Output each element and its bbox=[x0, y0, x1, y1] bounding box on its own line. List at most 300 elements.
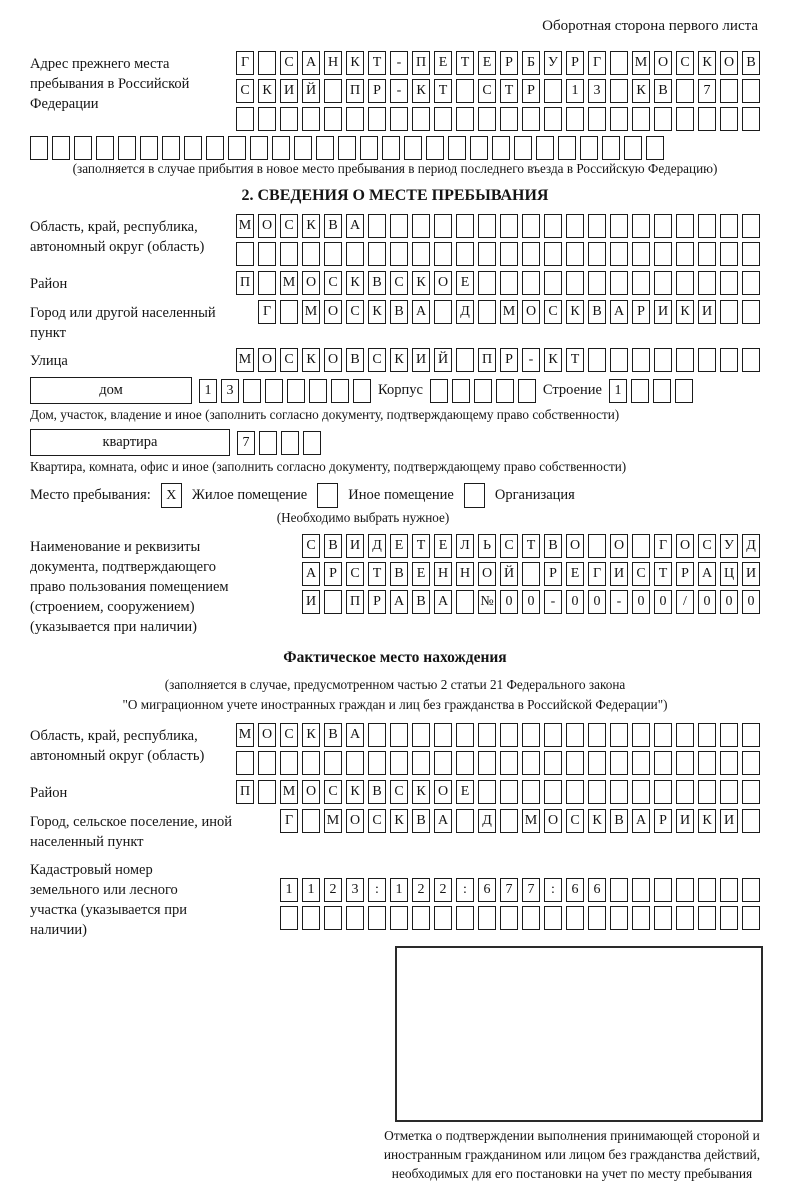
char-box[interactable] bbox=[624, 136, 642, 160]
char-box[interactable] bbox=[522, 780, 540, 804]
char-box[interactable] bbox=[368, 723, 386, 747]
char-box[interactable]: 0 bbox=[742, 590, 760, 614]
char-box[interactable] bbox=[390, 723, 408, 747]
char-box[interactable]: Р bbox=[500, 348, 518, 372]
char-box[interactable]: И bbox=[676, 809, 694, 833]
char-box[interactable]: О bbox=[478, 562, 496, 586]
char-box[interactable] bbox=[632, 751, 650, 775]
char-box[interactable] bbox=[478, 300, 496, 324]
char-box[interactable] bbox=[580, 136, 598, 160]
char-box[interactable]: К bbox=[412, 271, 430, 295]
char-box[interactable]: А bbox=[610, 300, 628, 324]
char-box[interactable]: С bbox=[324, 780, 342, 804]
char-box[interactable]: П bbox=[236, 271, 254, 295]
char-box[interactable] bbox=[478, 271, 496, 295]
char-box[interactable] bbox=[588, 348, 606, 372]
char-box[interactable] bbox=[720, 780, 738, 804]
char-box[interactable] bbox=[228, 136, 246, 160]
char-box[interactable] bbox=[742, 107, 760, 131]
char-box[interactable] bbox=[654, 107, 672, 131]
kvartira-type-box[interactable]: квартира bbox=[30, 429, 230, 456]
char-box[interactable]: 1 bbox=[302, 878, 320, 902]
char-box[interactable] bbox=[287, 379, 305, 403]
char-box[interactable]: Г bbox=[280, 809, 298, 833]
char-box[interactable] bbox=[610, 780, 628, 804]
char-box[interactable]: Г bbox=[258, 300, 276, 324]
char-box[interactable]: Л bbox=[456, 534, 474, 558]
char-box[interactable]: П bbox=[346, 79, 364, 103]
char-box[interactable]: К bbox=[544, 348, 562, 372]
char-box[interactable] bbox=[698, 214, 716, 238]
char-box[interactable] bbox=[632, 878, 650, 902]
char-box[interactable] bbox=[302, 107, 320, 131]
char-box[interactable] bbox=[698, 878, 716, 902]
char-box[interactable]: Д bbox=[478, 809, 496, 833]
char-box[interactable] bbox=[610, 214, 628, 238]
char-box[interactable] bbox=[346, 906, 364, 930]
char-box[interactable]: : bbox=[544, 878, 562, 902]
char-box[interactable] bbox=[720, 906, 738, 930]
char-box[interactable]: Т bbox=[500, 79, 518, 103]
checkbox-zhiloe[interactable]: X bbox=[161, 483, 182, 508]
char-box[interactable]: М bbox=[522, 809, 540, 833]
char-box[interactable]: О bbox=[258, 348, 276, 372]
char-box[interactable] bbox=[500, 780, 518, 804]
char-box[interactable] bbox=[522, 723, 540, 747]
char-box[interactable] bbox=[676, 780, 694, 804]
char-box[interactable] bbox=[353, 379, 371, 403]
char-box[interactable] bbox=[566, 242, 584, 266]
char-box[interactable] bbox=[470, 136, 488, 160]
char-box[interactable]: С bbox=[368, 348, 386, 372]
char-box[interactable] bbox=[742, 878, 760, 902]
char-box[interactable] bbox=[558, 136, 576, 160]
char-box[interactable]: Е bbox=[412, 562, 430, 586]
char-box[interactable] bbox=[698, 242, 716, 266]
char-box[interactable] bbox=[742, 242, 760, 266]
char-box[interactable] bbox=[610, 723, 628, 747]
char-box[interactable]: В bbox=[368, 271, 386, 295]
char-box[interactable] bbox=[676, 271, 694, 295]
char-box[interactable] bbox=[654, 751, 672, 775]
char-box[interactable]: О bbox=[522, 300, 540, 324]
char-box[interactable] bbox=[324, 107, 342, 131]
char-box[interactable] bbox=[522, 107, 540, 131]
char-box[interactable]: Д bbox=[456, 300, 474, 324]
char-box[interactable]: О bbox=[434, 271, 452, 295]
char-box[interactable] bbox=[514, 136, 532, 160]
char-box[interactable] bbox=[720, 242, 738, 266]
char-box[interactable] bbox=[602, 136, 620, 160]
char-box[interactable] bbox=[522, 751, 540, 775]
char-box[interactable] bbox=[30, 136, 48, 160]
char-box[interactable] bbox=[588, 271, 606, 295]
char-box[interactable] bbox=[654, 348, 672, 372]
char-box[interactable] bbox=[434, 906, 452, 930]
char-box[interactable] bbox=[742, 809, 760, 833]
char-box[interactable] bbox=[258, 51, 276, 75]
char-box[interactable]: Н bbox=[434, 562, 452, 586]
char-box[interactable]: 7 bbox=[698, 79, 716, 103]
char-box[interactable] bbox=[588, 723, 606, 747]
char-box[interactable]: В bbox=[368, 780, 386, 804]
char-box[interactable]: Е bbox=[456, 780, 474, 804]
char-box[interactable] bbox=[566, 723, 584, 747]
char-box[interactable] bbox=[434, 214, 452, 238]
char-box[interactable] bbox=[566, 751, 584, 775]
char-box[interactable] bbox=[316, 136, 334, 160]
char-box[interactable] bbox=[588, 107, 606, 131]
char-box[interactable]: 2 bbox=[324, 878, 342, 902]
char-box[interactable]: К bbox=[390, 348, 408, 372]
checkbox-organizatsiya[interactable] bbox=[464, 483, 485, 508]
char-box[interactable]: Р bbox=[500, 51, 518, 75]
char-box[interactable] bbox=[492, 136, 510, 160]
char-box[interactable] bbox=[720, 271, 738, 295]
char-box[interactable] bbox=[250, 136, 268, 160]
char-box[interactable] bbox=[610, 107, 628, 131]
char-box[interactable]: И bbox=[720, 809, 738, 833]
char-box[interactable] bbox=[632, 242, 650, 266]
char-box[interactable] bbox=[632, 107, 650, 131]
char-box[interactable] bbox=[742, 906, 760, 930]
char-box[interactable]: А bbox=[302, 51, 320, 75]
char-box[interactable]: К bbox=[368, 300, 386, 324]
char-box[interactable]: 0 bbox=[632, 590, 650, 614]
char-box[interactable]: А bbox=[346, 723, 364, 747]
char-box[interactable] bbox=[610, 242, 628, 266]
char-box[interactable] bbox=[368, 242, 386, 266]
char-box[interactable] bbox=[184, 136, 202, 160]
char-box[interactable] bbox=[478, 751, 496, 775]
char-box[interactable] bbox=[140, 136, 158, 160]
char-box[interactable]: / bbox=[676, 590, 694, 614]
char-box[interactable] bbox=[522, 562, 540, 586]
char-box[interactable]: 0 bbox=[500, 590, 518, 614]
char-box[interactable]: В bbox=[654, 79, 672, 103]
char-box[interactable] bbox=[632, 780, 650, 804]
char-box[interactable]: С bbox=[632, 562, 650, 586]
char-box[interactable]: И bbox=[742, 562, 760, 586]
char-box[interactable]: Е bbox=[566, 562, 584, 586]
char-box[interactable]: М bbox=[280, 271, 298, 295]
char-box[interactable]: О bbox=[654, 51, 672, 75]
char-box[interactable]: 0 bbox=[720, 590, 738, 614]
char-box[interactable] bbox=[654, 242, 672, 266]
char-box[interactable]: Й bbox=[302, 79, 320, 103]
char-box[interactable]: Д bbox=[368, 534, 386, 558]
char-box[interactable] bbox=[309, 379, 327, 403]
char-box[interactable]: В bbox=[610, 809, 628, 833]
char-box[interactable] bbox=[646, 136, 664, 160]
char-box[interactable] bbox=[206, 136, 224, 160]
char-box[interactable] bbox=[632, 906, 650, 930]
char-box[interactable] bbox=[522, 906, 540, 930]
char-box[interactable]: Р bbox=[368, 79, 386, 103]
char-box[interactable]: К bbox=[412, 79, 430, 103]
char-box[interactable] bbox=[258, 242, 276, 266]
char-box[interactable] bbox=[456, 214, 474, 238]
char-box[interactable]: С bbox=[236, 79, 254, 103]
char-box[interactable]: Е bbox=[390, 534, 408, 558]
char-box[interactable]: П bbox=[412, 51, 430, 75]
char-box[interactable]: 6 bbox=[478, 878, 496, 902]
char-box[interactable]: Р bbox=[324, 562, 342, 586]
char-box[interactable]: Р bbox=[654, 809, 672, 833]
char-box[interactable] bbox=[258, 271, 276, 295]
char-box[interactable] bbox=[346, 107, 364, 131]
char-box[interactable]: К bbox=[412, 780, 430, 804]
char-box[interactable]: К bbox=[258, 79, 276, 103]
char-box[interactable]: - bbox=[390, 79, 408, 103]
char-box[interactable] bbox=[324, 79, 342, 103]
char-box[interactable] bbox=[430, 379, 448, 403]
char-box[interactable]: : bbox=[456, 878, 474, 902]
char-box[interactable] bbox=[676, 214, 694, 238]
char-box[interactable]: - bbox=[522, 348, 540, 372]
char-box[interactable]: Г bbox=[588, 51, 606, 75]
char-box[interactable]: 0 bbox=[654, 590, 672, 614]
char-box[interactable]: 0 bbox=[698, 590, 716, 614]
char-box[interactable]: В bbox=[324, 214, 342, 238]
char-box[interactable] bbox=[742, 348, 760, 372]
char-box[interactable] bbox=[281, 431, 299, 455]
char-box[interactable]: М bbox=[236, 214, 254, 238]
char-box[interactable]: О bbox=[258, 214, 276, 238]
char-box[interactable] bbox=[698, 107, 716, 131]
char-box[interactable] bbox=[478, 242, 496, 266]
char-box[interactable]: П bbox=[236, 780, 254, 804]
char-box[interactable]: К bbox=[346, 51, 364, 75]
char-box[interactable] bbox=[676, 242, 694, 266]
char-box[interactable] bbox=[518, 379, 536, 403]
char-box[interactable] bbox=[720, 107, 738, 131]
char-box[interactable]: А bbox=[434, 809, 452, 833]
char-box[interactable]: Т bbox=[654, 562, 672, 586]
char-box[interactable]: 1 bbox=[199, 379, 217, 403]
char-box[interactable] bbox=[544, 79, 562, 103]
char-box[interactable]: П bbox=[478, 348, 496, 372]
char-box[interactable] bbox=[698, 751, 716, 775]
char-box[interactable]: О bbox=[302, 780, 320, 804]
char-box[interactable]: С bbox=[544, 300, 562, 324]
char-box[interactable]: 0 bbox=[566, 590, 584, 614]
char-box[interactable]: М bbox=[236, 348, 254, 372]
char-box[interactable] bbox=[412, 107, 430, 131]
char-box[interactable] bbox=[324, 751, 342, 775]
char-box[interactable] bbox=[742, 271, 760, 295]
char-box[interactable] bbox=[742, 300, 760, 324]
char-box[interactable] bbox=[280, 906, 298, 930]
char-box[interactable] bbox=[676, 79, 694, 103]
char-box[interactable] bbox=[654, 878, 672, 902]
char-box[interactable] bbox=[412, 242, 430, 266]
char-box[interactable]: К bbox=[676, 300, 694, 324]
char-box[interactable] bbox=[566, 107, 584, 131]
char-box[interactable] bbox=[302, 242, 320, 266]
char-box[interactable] bbox=[302, 751, 320, 775]
char-box[interactable] bbox=[698, 348, 716, 372]
char-box[interactable]: О bbox=[720, 51, 738, 75]
char-box[interactable] bbox=[544, 214, 562, 238]
char-box[interactable]: И bbox=[412, 348, 430, 372]
char-box[interactable]: С bbox=[280, 348, 298, 372]
char-box[interactable]: Р bbox=[566, 51, 584, 75]
char-box[interactable] bbox=[162, 136, 180, 160]
char-box[interactable] bbox=[258, 751, 276, 775]
char-box[interactable] bbox=[280, 751, 298, 775]
char-box[interactable] bbox=[265, 379, 283, 403]
char-box[interactable] bbox=[412, 214, 430, 238]
char-box[interactable] bbox=[434, 300, 452, 324]
char-box[interactable]: И bbox=[280, 79, 298, 103]
dom-type-box[interactable]: дом bbox=[30, 377, 192, 404]
char-box[interactable]: С bbox=[280, 51, 298, 75]
char-box[interactable] bbox=[259, 431, 277, 455]
char-box[interactable]: Т bbox=[368, 562, 386, 586]
char-box[interactable] bbox=[522, 271, 540, 295]
char-box[interactable] bbox=[720, 348, 738, 372]
char-box[interactable] bbox=[720, 79, 738, 103]
char-box[interactable] bbox=[654, 214, 672, 238]
char-box[interactable]: О bbox=[302, 271, 320, 295]
char-box[interactable] bbox=[258, 780, 276, 804]
char-box[interactable]: Е bbox=[478, 51, 496, 75]
char-box[interactable]: Й bbox=[434, 348, 452, 372]
char-box[interactable] bbox=[456, 723, 474, 747]
char-box[interactable] bbox=[390, 107, 408, 131]
char-box[interactable] bbox=[676, 878, 694, 902]
char-box[interactable] bbox=[434, 107, 452, 131]
char-box[interactable] bbox=[474, 379, 492, 403]
char-box[interactable] bbox=[544, 780, 562, 804]
char-box[interactable]: М bbox=[500, 300, 518, 324]
char-box[interactable] bbox=[434, 242, 452, 266]
char-box[interactable]: : bbox=[368, 878, 386, 902]
char-box[interactable] bbox=[588, 242, 606, 266]
char-box[interactable] bbox=[456, 751, 474, 775]
char-box[interactable] bbox=[294, 136, 312, 160]
char-box[interactable] bbox=[426, 136, 444, 160]
char-box[interactable]: К bbox=[302, 348, 320, 372]
char-box[interactable] bbox=[456, 348, 474, 372]
char-box[interactable] bbox=[742, 214, 760, 238]
char-box[interactable] bbox=[390, 751, 408, 775]
char-box[interactable] bbox=[720, 751, 738, 775]
char-box[interactable]: А bbox=[632, 809, 650, 833]
char-box[interactable] bbox=[742, 780, 760, 804]
char-box[interactable] bbox=[390, 242, 408, 266]
char-box[interactable]: И bbox=[610, 562, 628, 586]
char-box[interactable] bbox=[544, 723, 562, 747]
char-box[interactable]: В bbox=[544, 534, 562, 558]
char-box[interactable]: Е bbox=[434, 51, 452, 75]
char-box[interactable] bbox=[588, 214, 606, 238]
char-box[interactable] bbox=[544, 906, 562, 930]
char-box[interactable] bbox=[500, 906, 518, 930]
char-box[interactable] bbox=[632, 271, 650, 295]
char-box[interactable] bbox=[456, 590, 474, 614]
char-box[interactable] bbox=[478, 780, 496, 804]
char-box[interactable] bbox=[676, 723, 694, 747]
char-box[interactable]: И bbox=[346, 534, 364, 558]
checkbox-inoe[interactable] bbox=[317, 483, 338, 508]
char-box[interactable]: В bbox=[588, 300, 606, 324]
char-box[interactable]: О bbox=[324, 300, 342, 324]
char-box[interactable] bbox=[324, 906, 342, 930]
char-box[interactable] bbox=[500, 242, 518, 266]
char-box[interactable]: А bbox=[390, 590, 408, 614]
char-box[interactable]: Р bbox=[368, 590, 386, 614]
char-box[interactable] bbox=[654, 271, 672, 295]
char-box[interactable] bbox=[566, 906, 584, 930]
char-box[interactable] bbox=[631, 379, 649, 403]
char-box[interactable] bbox=[632, 214, 650, 238]
char-box[interactable]: У bbox=[720, 534, 738, 558]
char-box[interactable]: А bbox=[346, 214, 364, 238]
char-box[interactable] bbox=[368, 906, 386, 930]
char-box[interactable]: 3 bbox=[346, 878, 364, 902]
char-box[interactable]: № bbox=[478, 590, 496, 614]
char-box[interactable]: О bbox=[610, 534, 628, 558]
char-box[interactable] bbox=[566, 271, 584, 295]
char-box[interactable]: 7 bbox=[500, 878, 518, 902]
char-box[interactable] bbox=[331, 379, 349, 403]
char-box[interactable] bbox=[544, 271, 562, 295]
char-box[interactable]: Р bbox=[676, 562, 694, 586]
char-box[interactable]: К bbox=[588, 809, 606, 833]
char-box[interactable]: О bbox=[676, 534, 694, 558]
char-box[interactable]: Т bbox=[522, 534, 540, 558]
char-box[interactable]: И bbox=[654, 300, 672, 324]
char-box[interactable]: С bbox=[566, 809, 584, 833]
char-box[interactable] bbox=[500, 809, 518, 833]
char-box[interactable]: В bbox=[742, 51, 760, 75]
char-box[interactable] bbox=[588, 534, 606, 558]
char-box[interactable]: В bbox=[324, 534, 342, 558]
char-box[interactable]: 1 bbox=[609, 379, 627, 403]
char-box[interactable] bbox=[382, 136, 400, 160]
char-box[interactable] bbox=[654, 780, 672, 804]
char-box[interactable]: В bbox=[412, 809, 430, 833]
char-box[interactable] bbox=[632, 348, 650, 372]
char-box[interactable] bbox=[720, 878, 738, 902]
char-box[interactable] bbox=[632, 723, 650, 747]
char-box[interactable]: О bbox=[258, 723, 276, 747]
char-box[interactable] bbox=[610, 878, 628, 902]
char-box[interactable]: Т bbox=[566, 348, 584, 372]
char-box[interactable] bbox=[118, 136, 136, 160]
char-box[interactable]: Т bbox=[368, 51, 386, 75]
char-box[interactable] bbox=[452, 379, 470, 403]
char-box[interactable] bbox=[653, 379, 671, 403]
char-box[interactable] bbox=[456, 107, 474, 131]
char-box[interactable] bbox=[404, 136, 422, 160]
char-box[interactable] bbox=[742, 79, 760, 103]
char-box[interactable] bbox=[720, 300, 738, 324]
char-box[interactable]: Р bbox=[544, 562, 562, 586]
char-box[interactable] bbox=[500, 271, 518, 295]
char-box[interactable] bbox=[478, 107, 496, 131]
char-box[interactable] bbox=[303, 431, 321, 455]
char-box[interactable] bbox=[434, 751, 452, 775]
char-box[interactable] bbox=[456, 79, 474, 103]
char-box[interactable] bbox=[324, 242, 342, 266]
char-box[interactable] bbox=[412, 751, 430, 775]
char-box[interactable] bbox=[500, 107, 518, 131]
char-box[interactable]: Б bbox=[522, 51, 540, 75]
char-box[interactable]: С bbox=[478, 79, 496, 103]
